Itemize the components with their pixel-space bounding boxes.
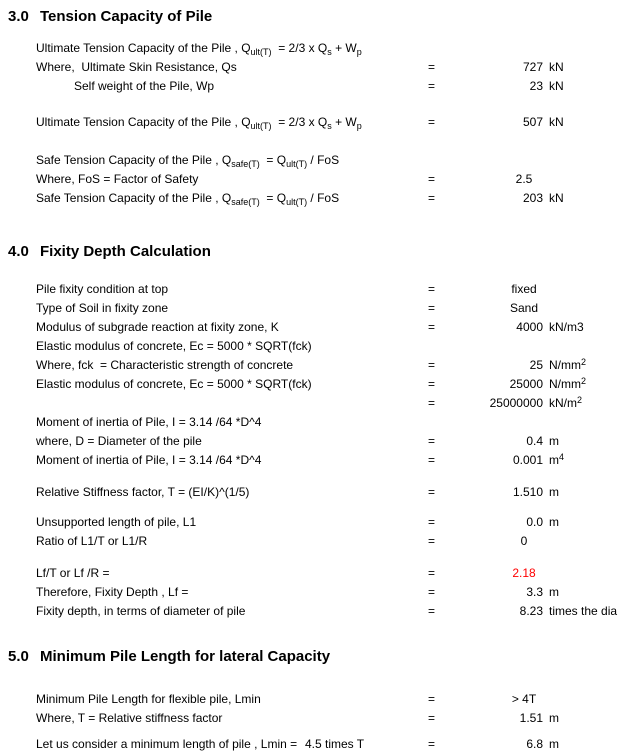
row-label: Where, FoS = Factor of Safety (36, 172, 199, 186)
calc-row (0, 602, 638, 621)
row-unit: $m^4$ (549, 452, 565, 467)
equals-sign: = (428, 282, 436, 296)
equals-sign: = (428, 585, 436, 599)
equals-sign: = (428, 485, 436, 499)
subscript: safe(T) (231, 197, 260, 207)
row-value: 1.51 (519, 711, 543, 725)
row-label: Minimum Pile Length for flexible pile, Lmin (36, 692, 261, 706)
row-value: 0.0 (526, 515, 543, 529)
calc-row (0, 151, 638, 170)
section-number: 3.0 (8, 8, 29, 25)
row-value: > 4T (511, 692, 537, 706)
equals-sign: = (428, 711, 436, 725)
calc-row (0, 564, 638, 583)
row-unit: m (549, 711, 559, 725)
calc-row (0, 394, 638, 413)
row-value: 203 (522, 191, 543, 205)
row-value-wrap (436, 602, 618, 621)
row-unit: m (549, 434, 559, 448)
subscript: s (327, 47, 332, 57)
row-label: Ratio of L1/T or L1/R (36, 534, 148, 548)
row-value: fixed (511, 282, 537, 296)
calc-row (0, 280, 638, 299)
row-value-wrap (436, 564, 612, 583)
row-gap (0, 260, 638, 280)
row-value: 23 (529, 79, 543, 93)
row-label: Where, Ultimate Skin Resistance, Qs (36, 60, 237, 74)
row-value-wrap (436, 532, 612, 551)
calc-row (0, 189, 638, 208)
row-value: 4000 (516, 320, 543, 334)
equals-sign: = (428, 692, 436, 706)
section-title: Minimum Pile Length for lateral Capacity (40, 648, 331, 665)
equals-sign: = (428, 534, 436, 548)
row-label: Moment of inertia of Pile, I = 3.14 /64 *D^4 (36, 415, 262, 429)
row-extra: 4.5 times T (305, 737, 365, 751)
row-label: Fixity depth, in terms of diameter of pile (36, 604, 246, 618)
calc-row (0, 113, 638, 132)
calc-row (0, 299, 638, 318)
row-value: 507 (522, 115, 543, 129)
superscript: 2 (581, 376, 587, 386)
row-label: Modulus of subgrade reaction at fixity zone, K (36, 320, 279, 334)
row-value-wrap (436, 583, 612, 602)
subscript: p (356, 47, 362, 57)
row-value-wrap (436, 58, 612, 77)
calc-row (0, 77, 638, 96)
row-label: Type of Soil in fixity zone (36, 301, 169, 315)
equals-sign: = (428, 320, 436, 334)
equals-sign: = (428, 79, 436, 93)
row-label: Ultimate Tension Capacity of the Pile , $Q_{ult(T)} = 2/3$ x $Q_s + W_p$ (36, 41, 362, 57)
calc-row (0, 451, 638, 470)
row-label: Safe Tension Capacity of the Pile , $Q_{safe(T)} = Q_{ult(T)}$ / FoS (36, 153, 340, 169)
row-label: Lf/T or Lf /R = (36, 566, 110, 580)
row-value: 727 (522, 60, 543, 74)
equals-sign: = (428, 301, 436, 315)
row-value: 25 (529, 358, 543, 372)
row-value: 8.23 (519, 604, 543, 618)
row-unit: kN (549, 60, 564, 74)
row-gap (0, 502, 638, 513)
row-label: Therefore, Fixity Depth , Lf = (36, 585, 189, 599)
row-value-wrap (436, 432, 612, 451)
equals-sign: = (428, 434, 436, 448)
calc-row (0, 432, 638, 451)
equals-sign: = (428, 115, 436, 129)
row-label: Safe Tension Capacity of the Pile , $Q_{safe(T)} = Q_{ult(T)}$ / FoS (36, 191, 340, 207)
row-value-wrap (436, 280, 612, 299)
row-gap (0, 25, 638, 39)
calc-row (0, 532, 638, 551)
row-value-wrap (436, 709, 612, 728)
row-value: 3.3 (526, 585, 543, 599)
equals-sign: = (428, 60, 436, 74)
superscript: 4 (559, 452, 565, 462)
row-value: 25000000 (489, 396, 543, 410)
row-value-wrap (436, 375, 612, 394)
row-value: 0.001 (512, 453, 543, 467)
equals-sign: = (428, 172, 436, 186)
calc-row (0, 513, 638, 532)
row-value-wrap (436, 189, 612, 208)
row-unit: $N/mm^2$ (549, 376, 587, 391)
calc-row (0, 337, 638, 356)
subscript: ult(T) (250, 121, 272, 131)
row-unit: kN (549, 191, 564, 205)
section-title: Fixity Depth Calculation (40, 243, 211, 260)
row-value-wrap (436, 356, 612, 375)
row-unit: $kN/m^2$ (549, 395, 583, 410)
row-gap (0, 208, 638, 243)
calc-row (0, 583, 638, 602)
row-label: Unsupported length of pile, L1 (36, 515, 197, 529)
calc-row (0, 483, 638, 502)
row-label: where, D = Diameter of the pile (36, 434, 202, 448)
section-rows (0, 260, 638, 648)
superscript: 2 (581, 357, 587, 367)
row-gap (0, 621, 638, 648)
equals-sign: = (428, 604, 436, 618)
subscript: p (356, 121, 362, 131)
row-value: 0 (520, 534, 528, 548)
section-tension-capacity (0, 8, 638, 243)
row-unit: times the dia (549, 604, 618, 618)
row-label: Elastic modulus of concrete, Ec = 5000 * SQRT(fck) (36, 339, 312, 353)
calc-row (0, 735, 638, 754)
subscript: s (327, 121, 332, 131)
row-unit: m (549, 515, 559, 529)
superscript: 2 (577, 395, 583, 405)
row-label: Moment of inertia of Pile, I = 3.14 /64 *D^4 (36, 453, 262, 467)
calc-row (0, 413, 638, 432)
row-value: Sand (509, 301, 539, 315)
row-value-wrap (436, 735, 612, 754)
equals-sign: = (428, 358, 436, 372)
row-unit: kN (549, 79, 564, 93)
section-title: Tension Capacity of Pile (40, 8, 213, 25)
row-gap (0, 96, 638, 113)
section-minimum-pile-length (0, 648, 638, 754)
row-value-wrap (436, 394, 612, 413)
equals-sign: = (428, 515, 436, 529)
row-unit: kN (549, 115, 564, 129)
row-unit: m (549, 485, 559, 499)
row-value: 2.5 (515, 172, 533, 186)
section-number: 4.0 (8, 243, 29, 260)
row-label: Self weight of the Pile, Wp (74, 79, 215, 93)
calc-row (0, 690, 638, 709)
section-fixity-depth (0, 243, 638, 648)
row-value-wrap (436, 690, 612, 709)
equals-sign: = (428, 453, 436, 467)
calc-row (0, 58, 638, 77)
row-value: 1.510 (512, 485, 543, 499)
row-label: Relative Stiffness factor, T = (EI/K)^(1/5) (36, 485, 250, 499)
row-gap (0, 728, 638, 735)
calc-row (0, 709, 638, 728)
row-label: Let us consider a minimum length of pile , Lmin = (36, 737, 298, 751)
row-unit: $N/mm^2$ (549, 357, 587, 372)
row-value-wrap (436, 451, 612, 470)
row-value: 2.18 (512, 566, 536, 580)
row-value-wrap (436, 483, 612, 502)
row-label: Where, fck = Characteristic strength of concrete (36, 358, 294, 372)
row-label: Pile fixity condition at top (36, 282, 169, 296)
section-rows (0, 25, 638, 243)
section-number: 5.0 (8, 648, 29, 665)
equals-sign: = (428, 377, 436, 391)
row-gap (0, 665, 638, 690)
calc-row (0, 318, 638, 337)
row-value-wrap (436, 77, 612, 96)
row-unit: kN/m3 (549, 320, 584, 334)
row-unit: m (549, 737, 559, 751)
calc-row (0, 39, 638, 58)
row-value-wrap (436, 299, 612, 318)
row-label: Where, T = Relative stiffness factor (36, 711, 223, 725)
calc-row (0, 170, 638, 189)
row-value-wrap (436, 318, 612, 337)
section-heading (0, 8, 638, 25)
row-value: 0.4 (526, 434, 543, 448)
equals-sign: = (428, 191, 436, 205)
section-heading (0, 648, 638, 665)
row-value-wrap (436, 513, 612, 532)
calc-row (0, 375, 638, 394)
section-heading (0, 243, 638, 260)
row-gap (0, 470, 638, 483)
row-value: 6.8 (526, 737, 543, 751)
row-label: Ultimate Tension Capacity of the Pile , $Q_{ult(T)} = 2/3$ x $Q_s + W_p$ (36, 115, 362, 131)
subscript: safe(T) (231, 159, 260, 169)
equals-sign: = (428, 737, 436, 751)
row-label: Elastic modulus of concrete, Ec = 5000 * SQRT(fck) (36, 377, 312, 391)
row-unit: m (549, 585, 559, 599)
calc-row (0, 356, 638, 375)
equals-sign: = (428, 396, 436, 410)
row-value-wrap (436, 113, 612, 132)
equals-sign: = (428, 566, 436, 580)
row-value: 25000 (509, 377, 543, 391)
subscript: ult(T) (286, 197, 308, 207)
subscript: ult(T) (286, 159, 308, 169)
row-value-wrap (436, 170, 612, 189)
subscript: ult(T) (250, 47, 272, 57)
section-rows (0, 665, 638, 754)
row-gap (0, 551, 638, 564)
row-gap (0, 132, 638, 151)
